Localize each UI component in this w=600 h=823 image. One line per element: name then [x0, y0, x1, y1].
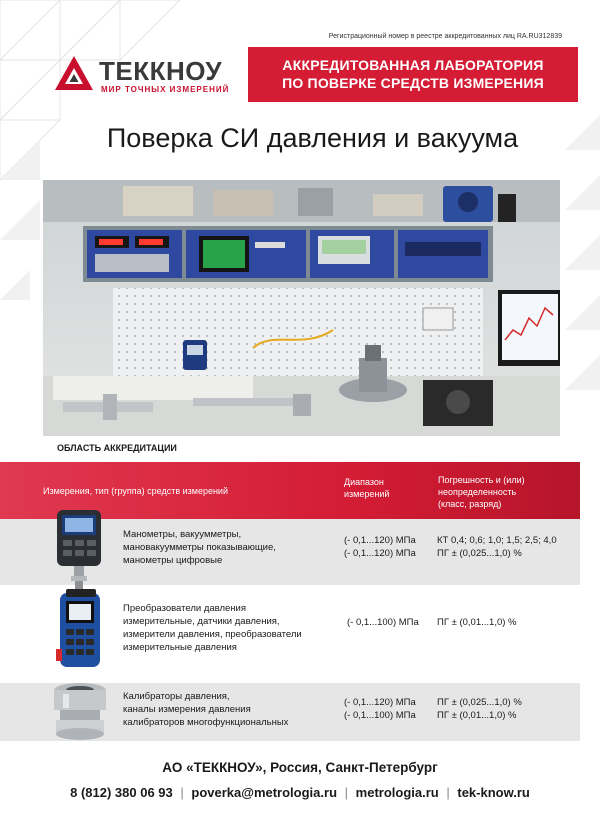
row-3-range-value: (- 0,1...120) МПа: [344, 697, 416, 708]
row-1-range: [344, 534, 416, 560]
row-2-accuracy-value: ПГ ± (0,01...1,0) %: [437, 617, 517, 628]
table-row: [0, 683, 580, 741]
row-2-range-value: (- 0,1...100) МПа: [347, 617, 419, 628]
laboratory-photo: [43, 180, 560, 436]
row-2-name-line: Преобразователи давления: [123, 603, 247, 614]
row-1-name-line: манометры цифровые: [123, 555, 223, 566]
table-row: [0, 585, 580, 683]
registration-number-note: Регистрационный номер в реестре аккредитованных лиц RA.RU312839: [328, 33, 562, 40]
row-3-accuracy: [437, 696, 522, 722]
row-1-accuracy-value: КТ 0,4; 0,6; 1,0; 1,5; 2,5; 4,0: [437, 535, 557, 546]
separator: |: [180, 785, 184, 800]
separator: |: [446, 785, 450, 800]
logo-tagline: МИР ТОЧНЫХ ИЗМЕРЕНИЙ: [101, 85, 230, 94]
banner-line-2: ПО ПОВЕРКЕ СРЕДСТВ ИЗМЕРЕНИЯ: [282, 75, 544, 91]
contact-line: [0, 785, 600, 800]
accreditation-scope-label: ОБЛАСТЬ АККРЕДИТАЦИИ: [57, 443, 177, 453]
header-accuracy-line-2: неопределенность: [438, 487, 517, 497]
header-range: [344, 476, 389, 500]
row-2-name-line: измерительные давления: [123, 642, 237, 653]
row-1-name: [123, 528, 276, 567]
row-1-name-line: мановакуумметры показывающие,: [123, 542, 276, 553]
website-link-tek-know[interactable]: tek-know.ru: [457, 785, 530, 800]
row-3-name-line: каналы измерения давления: [123, 704, 251, 715]
header-accuracy-line-3: (класс, разряд): [438, 499, 502, 509]
logo-brand-name: ТЕККНОУ: [99, 56, 222, 86]
row-1-range-value: (- 0,1...120) МПа: [344, 548, 416, 559]
row-1-range-value: (- 0,1...120) МПа: [344, 535, 416, 546]
website-link-metrologia[interactable]: metrologia.ru: [355, 785, 439, 800]
digital-manometer-icon: [54, 510, 104, 592]
header-measurement-type: Измерения, тип (группа) средств измерений: [43, 486, 228, 496]
row-3-name-line: калибраторов многофункциональных: [123, 717, 289, 728]
phone-link[interactable]: 8 (812) 380 06 93: [70, 785, 173, 800]
header-accuracy: [438, 474, 525, 510]
logo-triangle-icon: [55, 56, 93, 90]
row-3-range-value: (- 0,1...100) МПа: [344, 710, 416, 721]
row-3-name: [123, 690, 288, 729]
email-link[interactable]: poverka@metrologia.ru: [191, 785, 338, 800]
row-2-accuracy: [437, 616, 517, 629]
row-3-range: [344, 696, 416, 722]
header-range-line-1: Диапазон: [344, 477, 384, 487]
row-3-accuracy-value: ПГ ± (0,01...1,0) %: [437, 710, 517, 721]
table-row: [0, 519, 580, 585]
row-1-accuracy: [437, 534, 557, 560]
accreditation-banner: [248, 47, 578, 102]
pressure-adapter-icon: [51, 682, 109, 744]
header-accuracy-line-1: Погрешность и (или): [438, 475, 525, 485]
page-title: Поверка СИ давления и вакуума: [106, 123, 519, 153]
row-2-range: [347, 616, 419, 629]
company-logo[interactable]: [55, 54, 245, 98]
row-2-name: [123, 602, 302, 654]
company-address: АО «ТЕККНОУ», Россия, Санкт-Петербург: [162, 760, 438, 775]
row-2-name-line: измерительные, датчики давления,: [123, 616, 280, 627]
header-range-line-2: измерений: [344, 489, 390, 499]
row-3-name-line: Калибраторы давления,: [123, 691, 230, 702]
row-3-accuracy-value: ПГ ± (0,025...1,0) %: [437, 697, 522, 708]
separator: |: [344, 785, 349, 800]
pressure-calibrator-icon: [56, 589, 106, 671]
banner-line-1: АККРЕДИТОВАННАЯ ЛАБОРАТОРИЯ: [282, 57, 544, 73]
row-1-accuracy-value: ПГ ± (0,025...1,0) %: [437, 548, 522, 559]
row-2-name-line: измерители давления, преобразователи: [123, 629, 302, 640]
row-1-name-line: Манометры, вакуумметры,: [123, 529, 242, 540]
